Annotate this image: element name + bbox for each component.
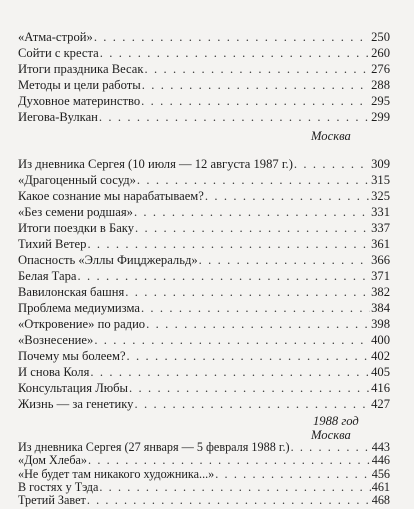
toc-entry [18, 454, 390, 467]
toc-entry-page: 371 [371, 269, 390, 283]
toc-entry-page: 295 [371, 94, 390, 108]
toc-entry-page: 325 [371, 189, 390, 203]
toc-entry [18, 157, 390, 171]
toc-entry-page: 299 [371, 110, 390, 124]
toc-entry-page: 384 [371, 301, 390, 315]
leader-dots [199, 253, 370, 267]
toc-entry-title: Итоги праздника Весак [18, 62, 144, 76]
toc-entry [18, 237, 390, 251]
leader-dots [94, 333, 370, 347]
toc-entry [18, 110, 390, 124]
toc-entry [18, 94, 390, 108]
toc-entry-page: 309 [371, 157, 390, 171]
toc-entry-title: Какое сознание мы нарабатываем? [18, 189, 204, 203]
toc-entry-title: «Вознесение» [18, 333, 94, 347]
toc-entry-title: Сойти с креста [18, 46, 99, 60]
toc-entry-page: 331 [371, 205, 390, 219]
toc-entry-title: Тихий Ветер [18, 237, 87, 251]
toc-entry-title: «Не будет там никакого художника...» [18, 466, 215, 481]
toc-entry [18, 269, 390, 283]
toc-entry-page: 427 [371, 397, 390, 411]
toc-entry [18, 397, 390, 411]
toc-entry [18, 333, 390, 347]
toc-entry-page: 416 [371, 381, 390, 395]
toc-entry-page: 405 [371, 365, 390, 379]
leader-dots [127, 349, 371, 363]
toc-entry-page: 382 [371, 285, 390, 299]
section-city: Москва [311, 428, 351, 442]
toc-entry-page: 361 [371, 237, 390, 251]
leader-dots [90, 365, 370, 379]
toc-entry-page: 468 [371, 493, 390, 508]
toc-entry-page: 461 [371, 479, 390, 494]
toc-entry-page: 337 [371, 221, 390, 235]
leader-dots [87, 494, 371, 507]
toc-entry [18, 78, 390, 92]
toc-entry-title: «Дом Хлеба» [18, 453, 88, 468]
toc-entry-title: В гостях у Тэда [18, 479, 99, 494]
toc-entry-title: Белая Тара [18, 269, 77, 283]
toc-entry [18, 46, 390, 60]
toc-entry [18, 253, 390, 267]
leader-dots [294, 157, 370, 171]
leader-dots [146, 317, 370, 331]
toc-entry [18, 494, 390, 507]
leader-dots [99, 110, 370, 124]
toc-entry-title: Почему мы болеем? [18, 349, 126, 363]
leader-dots [291, 441, 371, 454]
toc-entry [18, 205, 390, 219]
toc-entry [18, 317, 390, 331]
leader-dots [134, 397, 370, 411]
toc-entry-title: Третий Завет [18, 493, 86, 508]
leader-dots [78, 269, 371, 283]
leader-dots [142, 78, 370, 92]
toc-entry [18, 30, 390, 44]
toc-entry [18, 301, 390, 315]
leader-dots [88, 454, 371, 467]
leader-dots [99, 481, 370, 494]
leader-dots [215, 468, 370, 481]
toc-entry-title: Консультация Любы [18, 381, 129, 395]
toc-entry [18, 189, 390, 203]
toc-entry-title: Иегова-Вулкан [18, 110, 98, 124]
toc-entry-page: 366 [371, 253, 390, 267]
toc-entry-title: И снова Коля [18, 365, 90, 379]
toc-entry-title: Жизнь — за генетику [18, 397, 134, 411]
toc-entry-title: Из дневника Сергея (27 января — 5 февраля 1988 г.) [18, 440, 290, 454]
toc-entry [18, 62, 390, 76]
toc-entry-page: 456 [371, 466, 390, 481]
toc-entry [18, 365, 390, 379]
leader-dots [134, 205, 370, 219]
toc-entry-page: 250 [371, 30, 390, 44]
leader-dots [135, 221, 370, 235]
leader-dots [137, 173, 370, 187]
toc-entry [18, 173, 390, 187]
toc-entry-title: Методы и цели работы [18, 78, 141, 92]
toc-entry [18, 481, 390, 494]
toc-entry [18, 349, 390, 363]
toc-entry-title: Проблема медиумизма [18, 301, 140, 315]
toc-entry-page: 288 [371, 78, 390, 92]
leader-dots [94, 30, 370, 44]
toc-entry-title: «Без семени родшая» [18, 205, 133, 219]
toc-entry-page: 400 [371, 333, 390, 347]
toc-entry [18, 381, 390, 395]
leader-dots [141, 301, 370, 315]
toc-entry [18, 441, 390, 454]
toc-entry-title: «Драгоценный сосуд» [18, 173, 136, 187]
toc-entry-title: Вавилонская башня [18, 285, 125, 299]
section-city: Москва [311, 129, 351, 143]
toc-entry [18, 468, 390, 481]
toc-entry-title: Духовное материнство [18, 94, 141, 108]
toc-entry-title: Из дневника Сергея (10 июля — 12 августа 1987 г.) [18, 157, 293, 171]
section-year: 1988 год [313, 414, 359, 428]
leader-dots [144, 62, 370, 76]
toc-entry-title: Опасность «Эллы Фицджеральд» [18, 253, 198, 267]
toc-entry-title: Итоги поездки в Баку [18, 221, 135, 235]
toc-entry-page: 398 [371, 317, 390, 331]
leader-dots [125, 285, 370, 299]
toc-entry-page: 276 [371, 62, 390, 76]
toc-entry [18, 221, 390, 235]
toc-entry-title: «Откровение» по радио [18, 317, 146, 331]
leader-dots [141, 94, 370, 108]
toc-entry-title: «Атма-строй» [18, 30, 93, 44]
toc-entry-page: 443 [371, 440, 390, 454]
leader-dots [205, 189, 370, 203]
toc-entry-page: 446 [371, 453, 390, 468]
leader-dots [129, 381, 370, 395]
leader-dots [87, 237, 370, 251]
toc-entry-page: 402 [371, 349, 390, 363]
toc-entry-page: 315 [371, 173, 390, 187]
toc-entry [18, 285, 390, 299]
toc-entry-page: 260 [371, 46, 390, 60]
leader-dots [100, 46, 370, 60]
